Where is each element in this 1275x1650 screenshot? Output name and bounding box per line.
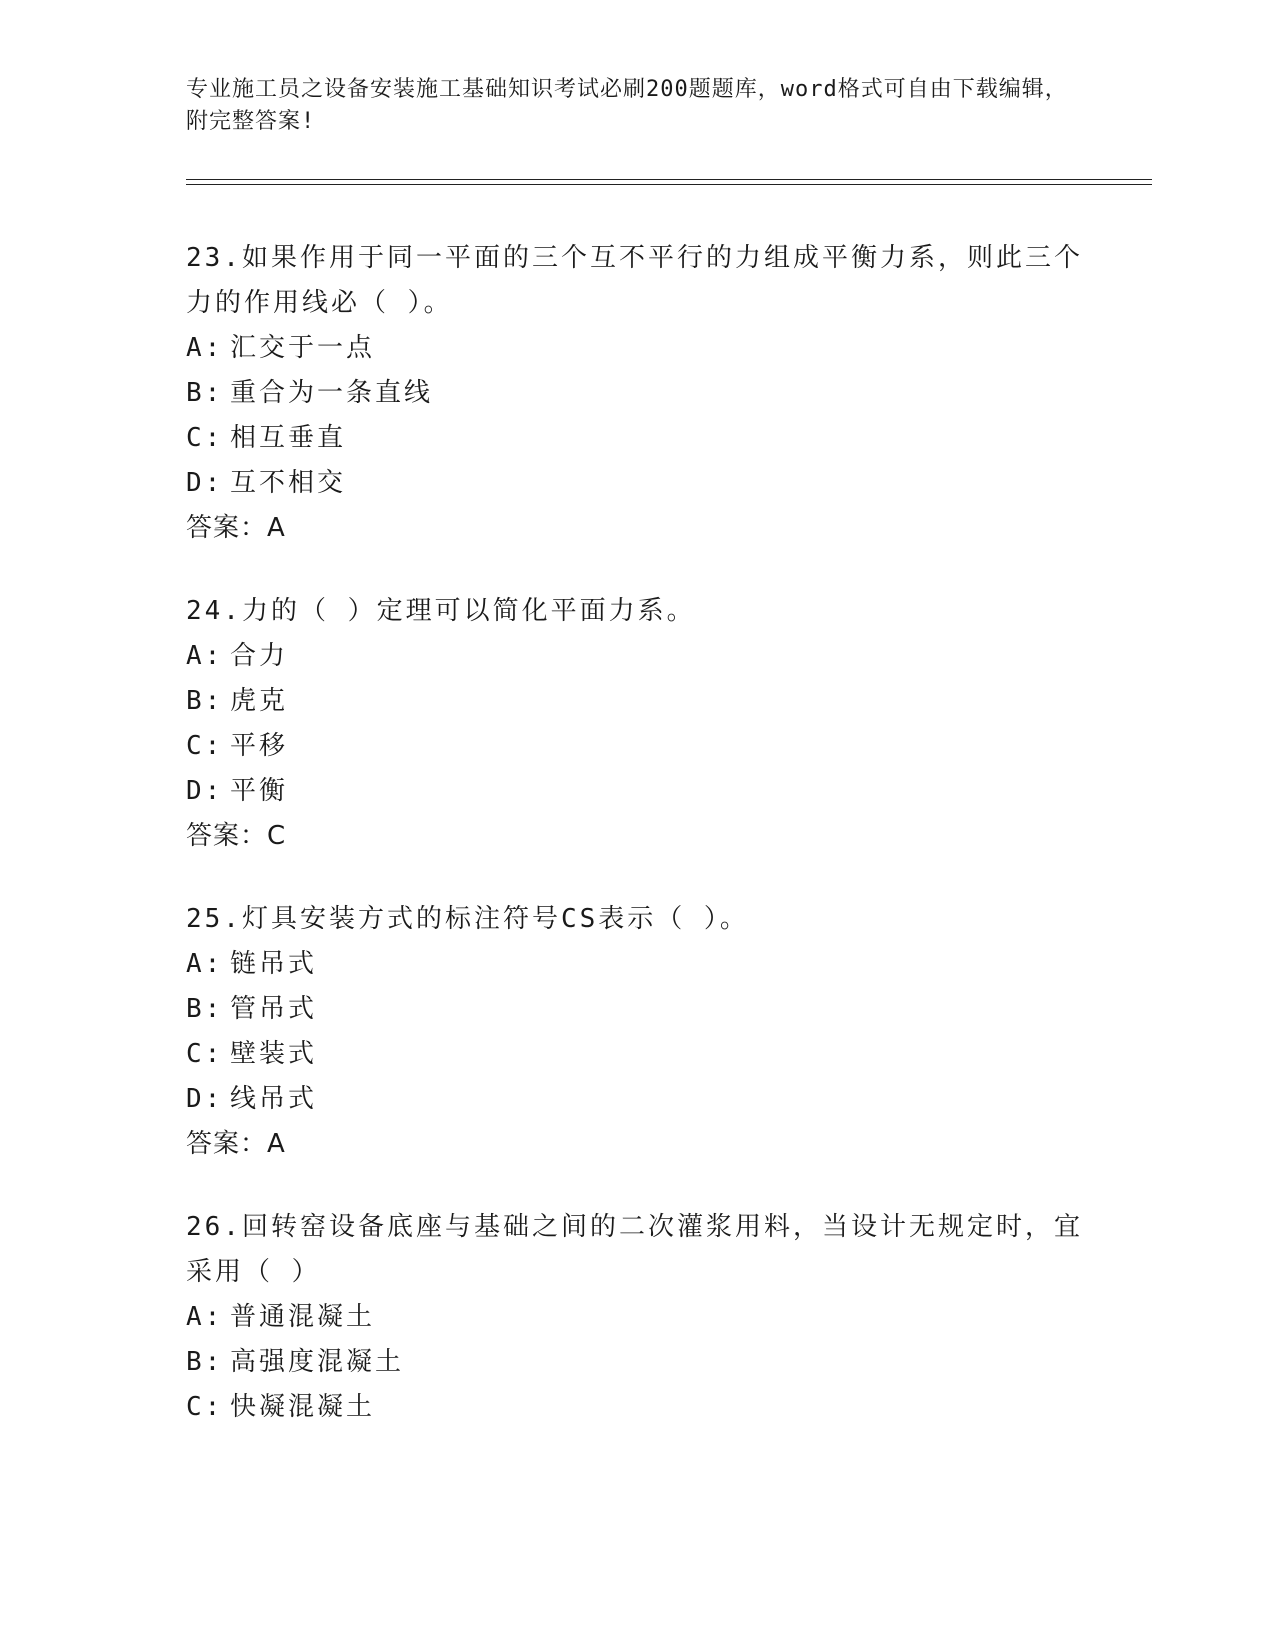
question-item [186, 589, 1086, 859]
option-letter: C: [186, 731, 224, 761]
option-c [186, 724, 1086, 769]
answer-text: 答案：A [186, 1129, 286, 1159]
answer-text: 答案：C [186, 821, 287, 851]
option-b [186, 1340, 1086, 1385]
option-text: 快凝混凝土 [230, 1392, 376, 1422]
option-letter: A: [186, 333, 224, 363]
option-letter: A: [186, 1302, 224, 1332]
question-text: 26.回转窑设备底座与基础之间的二次灌浆用料，当设计无规定时，宜采用（ ） [186, 1212, 1083, 1287]
option-letter: B: [186, 378, 224, 408]
option-a [186, 634, 1086, 679]
option-text: 管吊式 [230, 994, 318, 1024]
question-item [186, 236, 1086, 551]
option-letter: C: [186, 1392, 224, 1422]
option-letter: B: [186, 686, 224, 716]
option-letter: D: [186, 1084, 224, 1114]
option-letter: D: [186, 776, 224, 806]
question-text: 24.力的（ ）定理可以简化平面力系。 [186, 596, 696, 626]
option-text: 平衡 [230, 776, 289, 806]
option-letter: B: [186, 994, 224, 1024]
header-divider-top [186, 179, 1152, 180]
option-d [186, 461, 1086, 506]
option-letter: A: [186, 641, 224, 671]
option-text: 平移 [230, 731, 289, 761]
option-c [186, 416, 1086, 461]
option-b [186, 371, 1086, 416]
option-letter: C: [186, 1039, 224, 1069]
option-text: 相互垂直 [230, 423, 347, 453]
answer-text: 答案：A [186, 513, 286, 543]
header-divider-bottom [186, 184, 1152, 185]
option-text: 线吊式 [230, 1084, 318, 1114]
option-a [186, 942, 1086, 987]
option-text: 普通混凝土 [230, 1302, 376, 1332]
option-text: 互不相交 [230, 468, 347, 498]
option-letter: D: [186, 468, 224, 498]
option-text: 高强度混凝土 [230, 1347, 405, 1377]
option-b [186, 987, 1086, 1032]
option-a [186, 326, 1086, 371]
option-c [186, 1032, 1086, 1077]
question-item [186, 1205, 1086, 1430]
document-title: 专业施工员之设备安装施工基础知识考试必刷200题题库，word格式可自由下载编辑，附完整答案! [186, 77, 1068, 134]
option-text: 汇交于一点 [230, 333, 376, 363]
option-letter: B: [186, 1347, 224, 1377]
option-text: 壁装式 [230, 1039, 318, 1069]
question-item [186, 897, 1086, 1167]
option-letter: A: [186, 949, 224, 979]
option-b [186, 679, 1086, 724]
option-text: 虎克 [230, 686, 289, 716]
option-d [186, 1077, 1086, 1122]
option-c [186, 1385, 1086, 1430]
option-text: 合力 [230, 641, 289, 671]
option-letter: C: [186, 423, 224, 453]
question-text: 25.灯具安装方式的标注符号CS表示（ ）。 [186, 904, 749, 934]
question-text: 23.如果作用于同一平面的三个互不平行的力组成平衡力系，则此三个力的作用线必（ ）。 [186, 243, 1083, 318]
question-list [186, 236, 1086, 1468]
option-text: 重合为一条直线 [230, 378, 434, 408]
option-text: 链吊式 [230, 949, 318, 979]
option-a [186, 1295, 1086, 1340]
option-d [186, 769, 1086, 814]
